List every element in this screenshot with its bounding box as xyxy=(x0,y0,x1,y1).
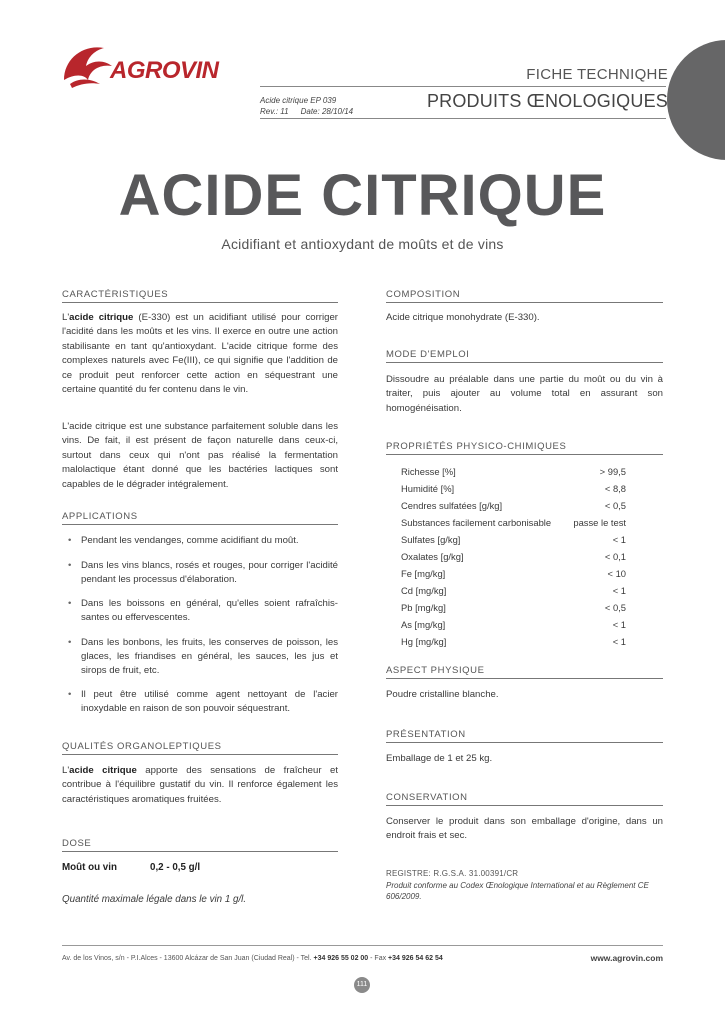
table-row: Substances facilement carbonisable passe le test xyxy=(401,517,626,528)
doc-type: FICHE TECHNIQHE xyxy=(526,66,668,83)
logo-text: AGROVIN xyxy=(110,57,219,84)
section-title-mode-emploi: MODE D'EMPLOI xyxy=(386,349,663,363)
corner-decoration xyxy=(667,40,725,160)
composition-text: Acide citrique monohydrate (E-330). xyxy=(386,312,540,323)
mode-emploi-text: Dissoudre au préalable dans une partie du moût ou du vin à traiter, puis ajouter au volume total en assurant son homogénéisation. xyxy=(386,374,663,414)
revision-info xyxy=(260,107,365,116)
conformity-text: Produit conforme au Codex Œnologique International et au Règlement CE 606/2009. xyxy=(386,881,649,901)
caracteristiques-paragraph-1: L'acide citrique (E-330) est un acidifiant utilisé pour corriger l'acidité dans les moûts et les vins. Il exerce en outre une action stabilisante en tant qu'antioxydant. L'acide citrique forme des complexes naturels avec Fe(III), ce qui signifie que l'addition de ce produit peut renforcer cette action en séquestrant une certaine quantité du fer contenu dans le vin. xyxy=(62,312,338,396)
table-row: Fe [mg/kg] < 10 xyxy=(401,568,626,579)
list-item: • Dans les boissons en général, qu'elles soient rafraîchis-santes ou effervescentes. xyxy=(62,597,338,625)
doc-category: PRODUITS ŒNOLOGIQUES xyxy=(426,91,668,111)
agrovin-logo xyxy=(60,40,245,98)
page-number: 111 xyxy=(354,977,370,993)
dose-value: 0,2 - 0,5 g/l xyxy=(150,862,201,873)
header-rule-top xyxy=(260,86,666,87)
revision-date: Date: 28/10/14 xyxy=(300,107,354,116)
footer-address: Av. de los Vinos, s/n - P.I.Alces - 13600 Alcázar de San Juan (Ciudad Real) - Tel. +34 926 55 02 00 - Fax +34 926 54 62 54 xyxy=(62,955,443,962)
presentation-text: Emballage de 1 et 25 kg. xyxy=(386,753,493,764)
aspect-text: Poudre cristalline blanche. xyxy=(386,689,499,700)
section-title-qualites: QUALITÉS ORGANOLEPTIQUES xyxy=(62,741,338,755)
table-row: Hg [mg/kg] < 1 xyxy=(401,636,626,647)
section-title-conservation: CONSERVATION xyxy=(386,792,663,806)
section-title-caracteristiques: CARACTÉRISTIQUES xyxy=(62,289,338,303)
table-row: Oxalates [g/kg] < 0,1 xyxy=(401,551,626,562)
ref-code: Acide citrique EP 039 xyxy=(260,96,337,105)
section-title-dose: DOSE xyxy=(62,838,338,852)
properties-table xyxy=(401,463,626,650)
dose-note: Quantité maximale légale dans le vin 1 g/l. xyxy=(62,894,247,905)
registre-text: REGISTRE: R.G.S.A. 31.00391/CR xyxy=(386,869,519,878)
dose-row xyxy=(62,862,200,873)
list-item: • Dans les vins blancs, rosés et rouges, pour corriger l'acidité pendant les processus d'élaboration. xyxy=(62,559,338,587)
table-row: Cendres sulfatées [g/kg] < 0,5 xyxy=(401,500,626,511)
revision: Rev.: 11 xyxy=(260,107,289,116)
table-row: Pb [mg/kg] < 0,5 xyxy=(401,602,626,613)
applications-list xyxy=(62,534,338,716)
footer-rule xyxy=(62,945,663,946)
page-subtitle: Acidifiant et antioxydant de moûts et de vins xyxy=(221,236,504,252)
table-row: Humidité [%] < 8,8 xyxy=(401,483,626,494)
section-title-proprietes: PROPRIÉTÉS PHYSICO-CHIMIQUES xyxy=(386,441,663,455)
footer-website-link[interactable]: www.agrovin.com xyxy=(590,953,663,963)
table-row: Cd [mg/kg] < 1 xyxy=(401,585,626,596)
page-title: ACIDE CITRIQUE xyxy=(118,163,607,228)
header-rule-bottom xyxy=(260,118,666,119)
section-title-aspect: ASPECT PHYSIQUE xyxy=(386,665,663,679)
list-item: • Pendant les vendanges, comme acidifiant du moût. xyxy=(62,534,338,548)
conservation-text: Conserver le produit dans son emballage d'origine, dans un endroit frais et sec. xyxy=(386,816,663,842)
section-title-composition: COMPOSITION xyxy=(386,289,663,303)
list-item: • Il peut être utilisé comme agent nettoyant de l'acier inoxydable en raison de son pouvoir séquestrant. xyxy=(62,688,338,716)
list-item: • Dans les bonbons, les fruits, les conserves de poisson, les glaces, les friandises en général, les sauces, les jus et sirops de fruit, etc. xyxy=(62,636,338,677)
section-title-applications: APPLICATIONS xyxy=(62,511,338,525)
section-title-presentation: PRÉSENTATION xyxy=(386,729,663,743)
table-row: Richesse [%] > 99,5 xyxy=(401,466,626,477)
caracteristiques-paragraph-2: L'acide citrique est une substance parfaitement soluble dans les vins. De fait, il est présent de façon naturelle dans ceux-ci, surtout dans ceux qui n'ont pas réalisé la fermentation malolactique étant donné que les bactéries lactiques sont capables de le dégrader intégralement. xyxy=(62,421,338,490)
table-row: Sulfates [g/kg] < 1 xyxy=(401,534,626,545)
qualites-paragraph: L'acide citrique apporte des sensations de fraîcheur et contribue à l'équilibre gustatif du vin. Il renforce également les caractéristiques aromatiques fruitées. xyxy=(62,765,338,805)
dose-label: Moût ou vin xyxy=(62,862,117,873)
table-row: As [mg/kg] < 1 xyxy=(401,619,626,630)
